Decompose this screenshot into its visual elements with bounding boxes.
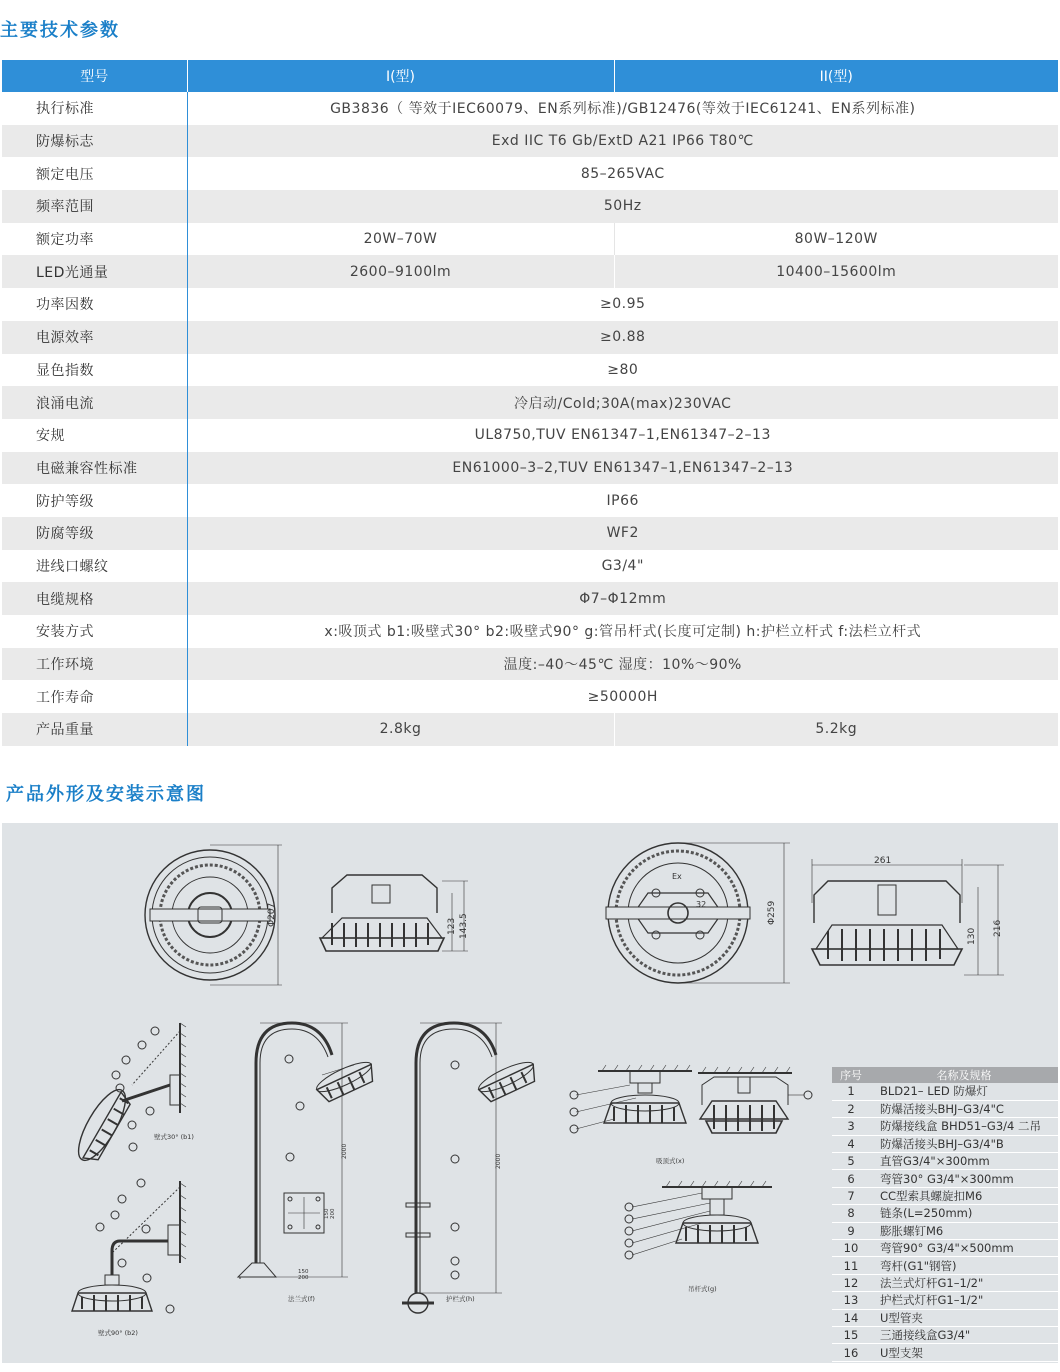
parts-row: [832, 1292, 1058, 1309]
parts-list-table: [832, 1067, 1058, 1362]
install-guardrail-pole: [402, 1023, 540, 1313]
spec-value-type1: 20W–70W: [187, 223, 614, 256]
part-name: 法兰式灯杆G1–1/2": [870, 1274, 1058, 1291]
part-number: 9: [832, 1222, 870, 1239]
spec-label: 电磁兼容性标准: [2, 452, 187, 485]
spec-value: Φ7–Φ12mm: [187, 582, 1058, 615]
spec-label: 防腐等级: [2, 517, 187, 550]
spec-row: [2, 550, 1058, 583]
part-number: 5: [832, 1153, 870, 1170]
parts-row: [832, 1222, 1058, 1239]
header-model: 型号: [2, 60, 187, 92]
part-number: 1: [832, 1083, 870, 1100]
install-ceiling: [570, 1065, 812, 1165]
parts-row: [832, 1083, 1058, 1100]
spec-value: ≥0.95: [187, 288, 1058, 321]
part-number: 10: [832, 1240, 870, 1257]
dim-32: 32: [696, 900, 707, 909]
header-type2: II(型): [614, 60, 1058, 92]
spec-row: [2, 386, 1058, 419]
spec-value: 85–265VAC: [187, 157, 1058, 190]
spec-label: 工作环境: [2, 648, 187, 681]
parts-row: [832, 1135, 1058, 1152]
dim-d259: Φ259: [767, 900, 777, 925]
part-number: 4: [832, 1135, 870, 1152]
caption-f: 法兰式(f): [288, 1295, 315, 1303]
spec-value-type1: 2600–9100lm: [187, 255, 614, 288]
spec-label: 执行标准: [2, 92, 187, 125]
dim-h216: 216: [993, 919, 1003, 937]
parts-header-row: [832, 1067, 1058, 1083]
parts-row: [832, 1274, 1058, 1291]
spec-value: GB3836（ 等效于IEC60079、EN系列标准)/GB12476(等效于IEC61241、EN系列标准): [187, 92, 1058, 125]
part-name: 膨胀螺钉M6: [870, 1222, 1058, 1239]
spec-row: [2, 157, 1058, 190]
spec-label: 工作寿命: [2, 680, 187, 713]
type1-front-view: [145, 845, 282, 985]
spec-value: 温度:–40～45℃ 湿度：10%～90%: [187, 648, 1058, 681]
caption-b2: 壁式90° (b2): [98, 1329, 138, 1337]
parts-row: [832, 1153, 1058, 1170]
part-name: 防爆活接头BHJ–G3/4"B: [870, 1135, 1058, 1152]
spec-value: ≥80: [187, 354, 1058, 387]
part-name: 三通接线盒G3/4": [870, 1326, 1058, 1343]
dim-2000-h: 2000: [495, 1153, 502, 1169]
caption-g: 吊杆式(g): [688, 1285, 717, 1293]
spec-value: 50Hz: [187, 190, 1058, 223]
install-pendant: [625, 1181, 772, 1293]
dim-d207: Φ207: [267, 902, 277, 927]
part-name: U型支架: [870, 1344, 1058, 1361]
spec-label: 浪涌电流: [2, 386, 187, 419]
part-name: 直管G3/4"×300mm: [870, 1153, 1058, 1170]
part-name: U型管夹: [870, 1309, 1058, 1326]
part-name: 弯管90° G3/4"×500mm: [870, 1240, 1058, 1257]
spec-row: [2, 680, 1058, 713]
dim-150-fv: 150: [324, 1208, 330, 1219]
part-name: 弯杆(G1"钢管): [870, 1257, 1058, 1274]
part-number: 14: [832, 1309, 870, 1326]
spec-row: [2, 517, 1058, 550]
parts-row: [832, 1100, 1058, 1117]
spec-row: [2, 484, 1058, 517]
part-name: 防爆活接头BHJ–G3/4"C: [870, 1100, 1058, 1117]
part-name: 链条(L=250mm): [870, 1205, 1058, 1222]
part-number: 11: [832, 1257, 870, 1274]
spec-value: ≥0.88: [187, 321, 1058, 354]
type2-side-view: [812, 856, 1004, 975]
parts-row: [832, 1257, 1058, 1274]
part-name: CC型索具螺旋扣M6: [870, 1187, 1058, 1204]
part-number: 7: [832, 1187, 870, 1204]
spec-label: 产品重量: [2, 713, 187, 746]
spec-label: 安规: [2, 419, 187, 452]
spec-value: WF2: [187, 517, 1058, 550]
spec-row: [2, 615, 1058, 648]
spec-row: [2, 92, 1058, 125]
spec-value-type1: 2.8kg: [187, 713, 614, 746]
spec-row: [2, 713, 1058, 746]
diagram-section-title: 产品外形及安装示意图: [6, 784, 206, 805]
parts-row: [832, 1344, 1058, 1361]
parts-row: [832, 1309, 1058, 1326]
dim-150-f: 150: [298, 1269, 309, 1275]
spec-label: 电缆规格: [2, 582, 187, 615]
parts-row: [832, 1240, 1058, 1257]
spec-label: 频率范围: [2, 190, 187, 223]
spec-value: Exd IIC T6 Gb/ExtD A21 IP66 T80℃: [187, 125, 1058, 158]
parts-row: [832, 1205, 1058, 1222]
spec-row: [2, 288, 1058, 321]
part-number: 3: [832, 1118, 870, 1135]
install-wall-90: [72, 1179, 186, 1337]
type1-side-view: [320, 875, 469, 951]
parts-row: [832, 1326, 1058, 1343]
parts-row: [832, 1118, 1058, 1135]
spec-label: 额定电压: [2, 157, 187, 190]
spec-label: 防爆标志: [2, 125, 187, 158]
part-name: 防爆接线盒 BHD51–G3/4 二吊: [870, 1118, 1058, 1135]
part-name: 护栏式灯杆G1–1/2": [870, 1292, 1058, 1309]
spec-row: [2, 125, 1058, 158]
spec-label: 额定功率: [2, 223, 187, 256]
spec-label: LED光通量: [2, 255, 187, 288]
spec-label: 防护等级: [2, 484, 187, 517]
spec-label: 电源效率: [2, 321, 187, 354]
spec-section-title: 主要技术参数: [0, 20, 120, 41]
spec-value: G3/4": [187, 550, 1058, 583]
part-name: BLD21– LED 防爆灯: [870, 1083, 1058, 1100]
spec-value-type2: 10400–15600lm: [614, 255, 1058, 288]
parts-header-name: 名称及规格: [870, 1067, 1058, 1083]
spec-value: ≥50000H: [187, 680, 1058, 713]
part-number: 8: [832, 1205, 870, 1222]
spec-value: UL8750,TUV EN61347–1,EN61347–2–13: [187, 419, 1058, 452]
part-number: 16: [832, 1344, 870, 1361]
spec-row: [2, 223, 1058, 256]
spec-value: IP66: [187, 484, 1058, 517]
dim-h143: 143.5: [459, 913, 469, 939]
caption-b1: 壁式30° (b1): [154, 1133, 194, 1141]
dim-200-fv: 200: [330, 1208, 336, 1219]
spec-label: 安装方式: [2, 615, 187, 648]
spec-row: [2, 321, 1058, 354]
spec-row: [2, 190, 1058, 223]
parts-header-no: 序号: [832, 1067, 870, 1083]
type2-front-view: [606, 843, 790, 983]
spec-label: 功率因数: [2, 288, 187, 321]
spec-label: 显色指数: [2, 354, 187, 387]
part-number: 12: [832, 1274, 870, 1291]
spec-value-type2: 80W–120W: [614, 223, 1058, 256]
spec-row: [2, 582, 1058, 615]
part-number: 2: [832, 1100, 870, 1117]
label-ex: Ex: [672, 872, 682, 881]
spec-value: 冷启动/Cold;30A(max)230VAC: [187, 386, 1058, 419]
part-name: 弯管30° G3/4"×300mm: [870, 1170, 1058, 1187]
parts-row: [832, 1170, 1058, 1187]
spec-label: 进线口螺纹: [2, 550, 187, 583]
install-wall-30: [70, 1023, 194, 1167]
install-flange-pole: [238, 1023, 378, 1303]
spec-value: EN61000–3–2,TUV EN61347–1,EN61347–2–13: [187, 452, 1058, 485]
dim-h123: 123: [447, 917, 457, 935]
spec-value: x:吸顶式 b1:吸壁式30° b2:吸壁式90° g:管吊杆式(长度可定制) h:护栏立杆式 f:法栏立杆式: [187, 615, 1058, 648]
spec-table: [2, 60, 1058, 746]
caption-x: 吸顶式(x): [656, 1157, 685, 1165]
spec-value-type2: 5.2kg: [614, 713, 1058, 746]
parts-row: [832, 1187, 1058, 1204]
spec-header-row: [2, 60, 1058, 92]
part-number: 15: [832, 1326, 870, 1343]
spec-row: [2, 354, 1058, 387]
part-number: 6: [832, 1170, 870, 1187]
dim-200-f: 200: [298, 1275, 309, 1281]
header-type1: I(型): [187, 60, 614, 92]
spec-row: [2, 419, 1058, 452]
spec-row: [2, 255, 1058, 288]
dim-h130: 130: [967, 927, 977, 945]
caption-h: 护栏式(h): [446, 1295, 475, 1303]
dim-2000-f: 2000: [341, 1143, 348, 1159]
dim-w261: 261: [874, 856, 892, 866]
part-number: 13: [832, 1292, 870, 1309]
spec-row: [2, 452, 1058, 485]
spec-row: [2, 648, 1058, 681]
